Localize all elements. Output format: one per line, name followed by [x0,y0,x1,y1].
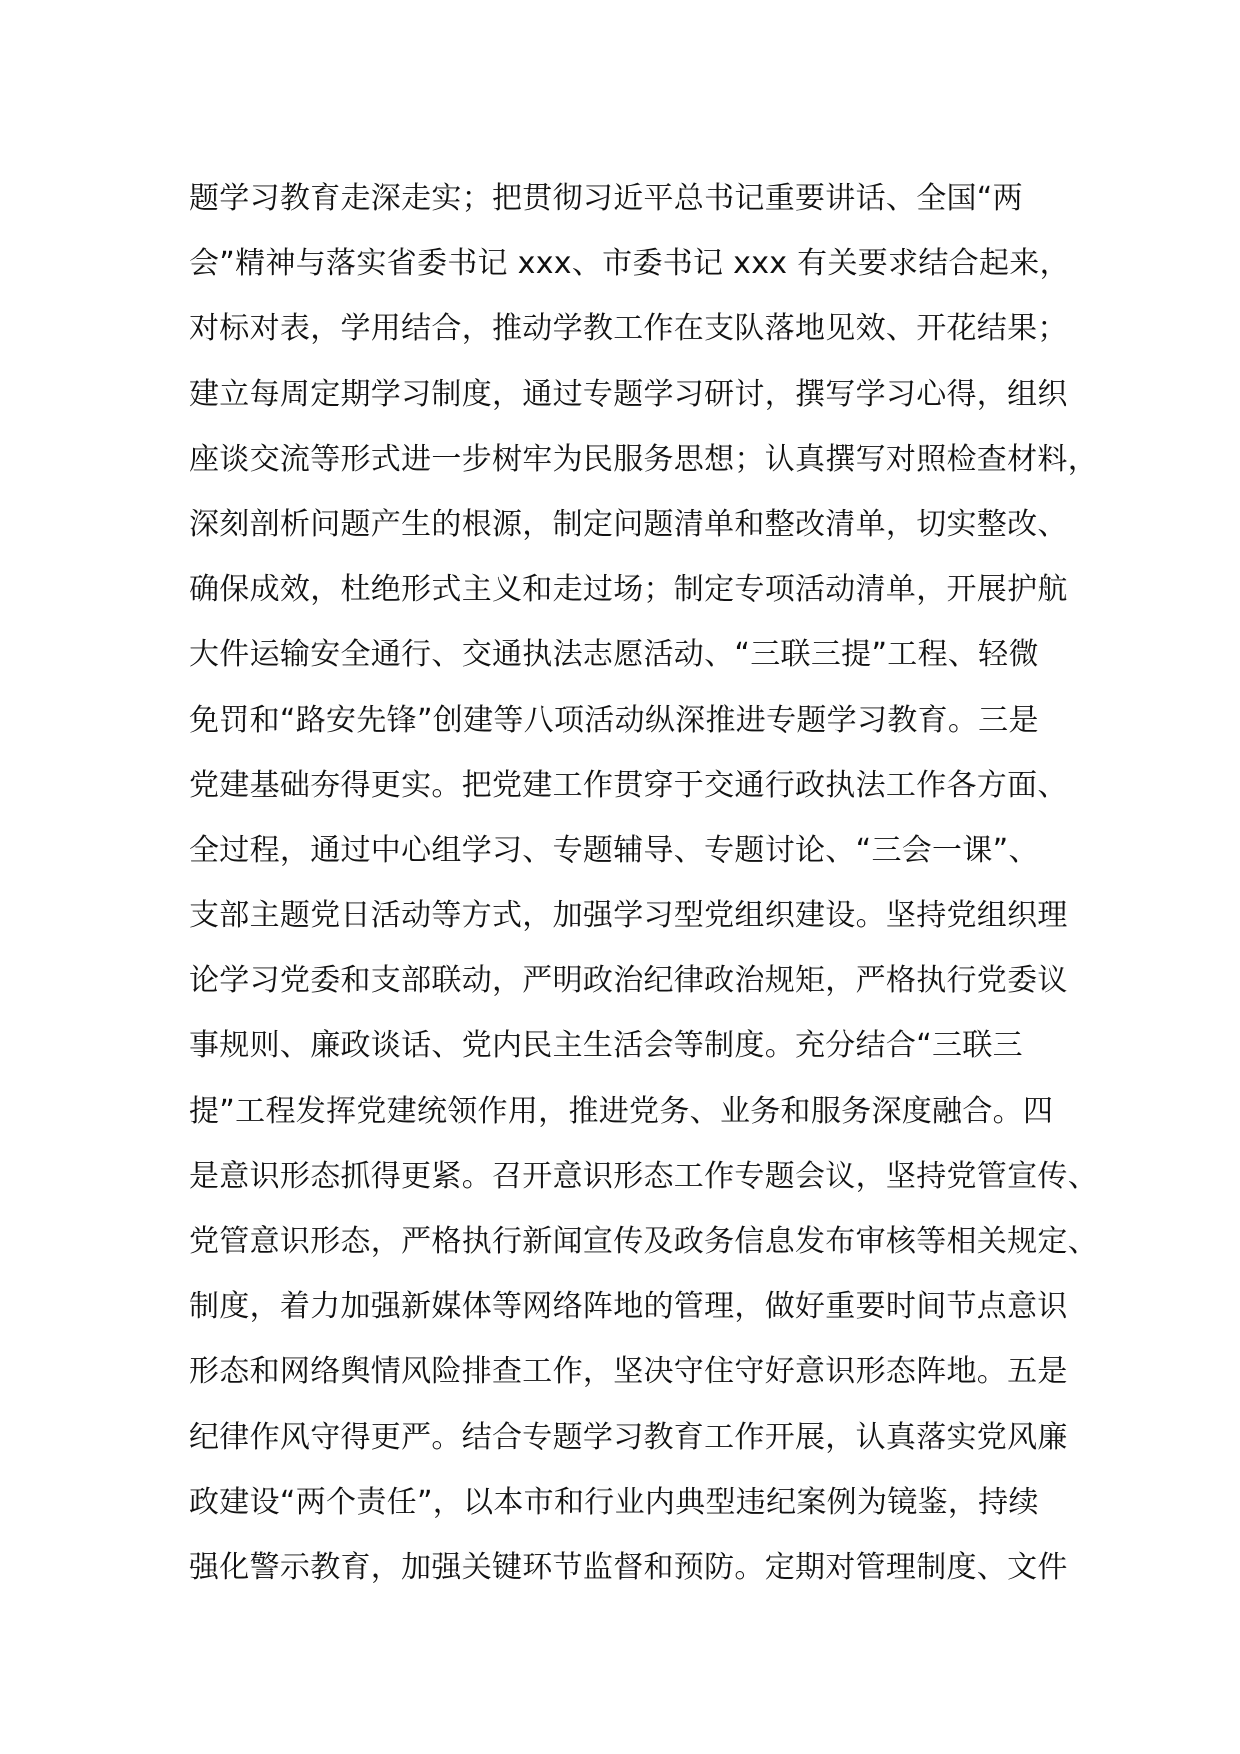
text-line: 座谈交流等形式进一步树牢为民服务思想；认真撰写对照检查材料， [189,441,1098,477]
text-line: 是意识形态抓得更紧。召开意识形态工作专题会议，坚持党管宣传、 [189,1158,1098,1194]
body-text [189,166,1098,1600]
text-line: 深刻剖析问题产生的根源，制定问题清单和整改清单，切实整改、 [189,506,1068,542]
text-line: 事规则、廉政谈话、党内民主生活会等制度。充分结合“三联三 [189,1028,1023,1064]
text-line: 大件运输安全通行、交通执法志愿活动、“三联三提”工程、轻微 [189,637,1039,673]
text-line: 党管意识形态，严格执行新闻宣传及政务信息发布审核等相关规定、 [189,1224,1098,1259]
text-line: 纪律作风守得更严。结合专题学习教育工作开展，认真落实党风廉 [189,1419,1068,1455]
text-line: 形态和网络舆情风险排查工作，坚决守住守好意识形态阵地。五是 [189,1354,1068,1390]
text-line: 免罚和“路安先锋”创建等八项活动纵深推进专题学习教育。三是 [189,702,1039,738]
text-line: 党建基础夯得更实。把党建工作贯穿于交通行政执法工作各方面、 [189,767,1068,803]
text-line: 建立每周定期学习制度，通过专题学习研讨，撰写学习心得，组织 [189,376,1068,412]
text-line: 强化警示教育，加强关键环节监督和预防。定期对管理制度、文件 [189,1549,1068,1585]
text-line: 会”精神与落实省委书记 xxx、市委书记 xxx 有关要求结合起来， [189,246,1070,282]
text-line: 提”工程发挥党建统领作用，推进党务、业务和服务深度融合。四 [189,1093,1054,1129]
text-line: 论学习党委和支部联动，严明政治纪律政治规矩，严格执行党委议 [189,963,1068,999]
text-line: 对标对表，学用结合，推动学教工作在支队落地见效、开花结果； [189,311,1068,347]
text-line: 确保成效，杜绝形式主义和走过场；制定专项活动清单，开展护航 [189,572,1068,608]
text-line: 制度，着力加强新媒体等网络阵地的管理，做好重要时间节点意识 [189,1289,1068,1325]
text-line: 题学习教育走深走实；把贯彻习近平总书记重要讲话、全国“两 [189,181,1023,216]
text-line: 支部主题党日活动等方式，加强学习型党组织建设。坚持党组织理 [189,898,1068,934]
text-line: 全过程，通过中心组学习、专题辅导、专题讨论、“三会一课”、 [189,832,1039,868]
text-line: 政建设“两个责任”，以本市和行业内典型违纪案例为镜鉴，持续 [189,1484,1039,1520]
